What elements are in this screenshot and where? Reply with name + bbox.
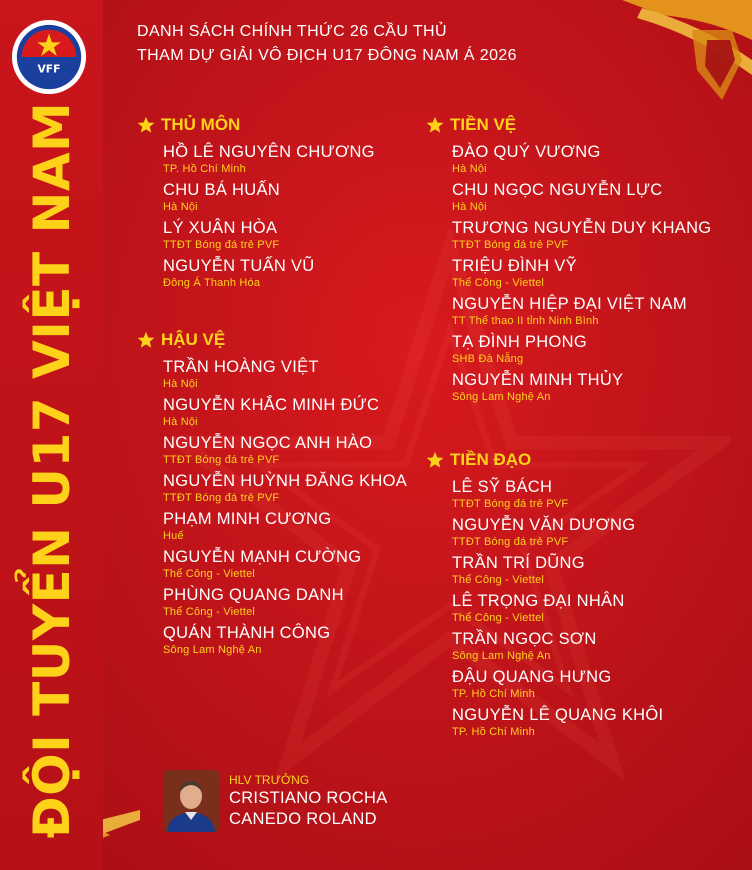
section-title-label: HẬU VỆ: [161, 330, 226, 349]
player-club: TP. Hồ Chí Minh: [452, 688, 535, 700]
player-club: TP. Hồ Chí Minh: [163, 163, 246, 175]
player-name: PHẠM MINH CƯƠNG: [163, 510, 332, 528]
player-club: TT Thể thao II tỉnh Ninh Bình: [452, 315, 599, 327]
player-name: ĐẬU QUANG HƯNG: [452, 668, 612, 686]
player-row: [426, 591, 663, 625]
player-name: NGUYỄN KHẮC MINH ĐỨC: [163, 396, 380, 414]
player-name: NGUYỄN NGỌC ANH HÀO: [163, 434, 373, 452]
player-club: Hà Nội: [452, 201, 487, 213]
vff-logo-icon: [10, 18, 88, 96]
player-name: PHÙNG QUANG DANH: [163, 586, 344, 604]
star-icon: [137, 331, 155, 349]
coach-photo: [163, 770, 219, 832]
player-name: HỒ LÊ NGUYÊN CHƯƠNG: [163, 143, 375, 161]
coach-info: [229, 770, 388, 830]
header-line-2: THAM DỰ GIẢI VÔ ĐỊCH U17 ĐÔNG NAM Á 2026: [137, 47, 517, 64]
player-club: Sông Lam Nghệ An: [452, 391, 551, 403]
player-name: NGUYỄN VĂN DƯƠNG: [452, 516, 636, 534]
player-club: SHB Đà Nẵng: [452, 353, 524, 365]
player-name: LÝ XUÂN HÒA: [163, 219, 278, 237]
player-name: NGUYỄN LÊ QUANG KHÔI: [452, 706, 664, 724]
player-name: NGUYỄN MINH THỦY: [452, 371, 624, 389]
player-row: [137, 357, 407, 391]
player-row: [426, 294, 711, 328]
player-name: CHU NGỌC NGUYỄN LỰC: [452, 181, 663, 199]
player-club: Thể Công - Viettel: [452, 277, 545, 289]
player-row: [137, 218, 375, 252]
section-forwards: [426, 447, 663, 739]
player-name: NGUYỄN HIỆP ĐẠI VIỆT NAM: [452, 295, 687, 313]
coach-name-line-2: CANEDO ROLAND: [229, 810, 377, 828]
player-row: [137, 142, 375, 176]
player-row: [426, 218, 711, 252]
section-title: [426, 447, 663, 473]
player-name: TRIỆU ĐÌNH VỸ: [452, 257, 577, 275]
player-row: [426, 180, 711, 214]
player-row: [137, 471, 407, 505]
player-club: Sông Lam Nghệ An: [163, 644, 262, 656]
player-club: TTĐT Bóng đá trẻ PVF: [163, 492, 280, 504]
coach-portrait-icon: [163, 770, 219, 832]
player-name: TRẦN TRÍ DŨNG: [452, 554, 585, 572]
vff-logo-label: VFF: [37, 62, 61, 76]
section-title-label: THỦ MÔN: [161, 115, 241, 134]
player-club: TTĐT Bóng đá trẻ PVF: [452, 239, 569, 251]
player-row: [426, 667, 663, 701]
section-midfielders: [426, 112, 711, 404]
player-row: [426, 256, 711, 290]
coach-role: HLV TRƯỞNG: [229, 773, 310, 787]
player-club: Hà Nội: [163, 416, 198, 428]
player-club: Thể Công - Viettel: [452, 574, 545, 586]
corner-ornament-icon: [602, 0, 752, 110]
player-row: [137, 623, 407, 657]
player-name: ĐÀO QUÝ VƯƠNG: [452, 143, 601, 161]
player-club: Sông Lam Nghệ An: [452, 650, 551, 662]
player-club: TP. Hồ Chí Minh: [452, 726, 535, 738]
player-row: [426, 332, 711, 366]
star-icon: [137, 116, 155, 134]
player-row: [137, 547, 407, 581]
player-name: QUÁN THÀNH CÔNG: [163, 624, 331, 642]
section-title: [137, 112, 375, 138]
player-club: Hà Nội: [163, 201, 198, 213]
player-row: [426, 515, 663, 549]
player-row: [137, 256, 375, 290]
player-name: CHU BÁ HUẤN: [163, 181, 280, 199]
player-row: [426, 370, 711, 404]
player-club: Thể Công - Viettel: [163, 606, 256, 618]
star-icon: [426, 451, 444, 469]
player-club: TTĐT Bóng đá trẻ PVF: [163, 239, 280, 251]
player-club: TTĐT Bóng đá trẻ PVF: [452, 498, 569, 510]
section-title: [426, 112, 711, 138]
head-coach: [163, 770, 388, 832]
section-title: [137, 327, 407, 353]
player-name: NGUYỄN HUỲNH ĐĂNG KHOA: [163, 472, 408, 490]
player-row: [426, 477, 663, 511]
player-name: TẠ ĐÌNH PHONG: [452, 333, 587, 351]
player-club: Thể Công - Viettel: [452, 612, 545, 624]
player-row: [426, 705, 663, 739]
player-club: Huế: [163, 530, 184, 542]
player-row: [137, 395, 407, 429]
player-row: [426, 629, 663, 663]
player-row: [426, 553, 663, 587]
player-club: Hà Nội: [452, 163, 487, 175]
player-name: TRẦN NGỌC SƠN: [452, 630, 597, 648]
player-club: Đông Á Thanh Hóa: [163, 277, 261, 289]
coach-name-line-1: CRISTIANO ROCHA: [229, 789, 388, 807]
star-icon: [426, 116, 444, 134]
vertical-title: ĐỘI TUYỂN U17 VIỆT NAM: [23, 101, 81, 839]
player-club: Thể Công - Viettel: [163, 568, 256, 580]
player-name: LÊ SỸ BÁCH: [452, 478, 553, 496]
player-row: [426, 142, 711, 176]
player-name: NGUYỄN MẠNH CƯỜNG: [163, 548, 362, 566]
header-line-1: DANH SÁCH CHÍNH THỨC 26 CẦU THỦ: [137, 23, 447, 40]
section-defenders: [137, 327, 407, 657]
player-row: [137, 509, 407, 543]
section-title-label: TIỀN ĐẠO: [450, 450, 532, 469]
player-name: LÊ TRỌNG ĐẠI NHÂN: [452, 592, 625, 610]
player-row: [137, 180, 375, 214]
player-name: NGUYỄN TUẤN VŨ: [163, 257, 315, 275]
player-row: [137, 585, 407, 619]
player-name: TRẦN HOÀNG VIỆT: [163, 358, 319, 376]
page-header: [137, 20, 517, 68]
section-title-label: TIỀN VỆ: [450, 115, 517, 134]
player-club: TTĐT Bóng đá trẻ PVF: [452, 536, 569, 548]
player-club: Hà Nội: [163, 378, 198, 390]
player-club: TTĐT Bóng đá trẻ PVF: [163, 454, 280, 466]
section-goalkeepers: [137, 112, 375, 290]
player-name: TRƯƠNG NGUYỄN DUY KHANG: [452, 219, 712, 237]
player-row: [137, 433, 407, 467]
